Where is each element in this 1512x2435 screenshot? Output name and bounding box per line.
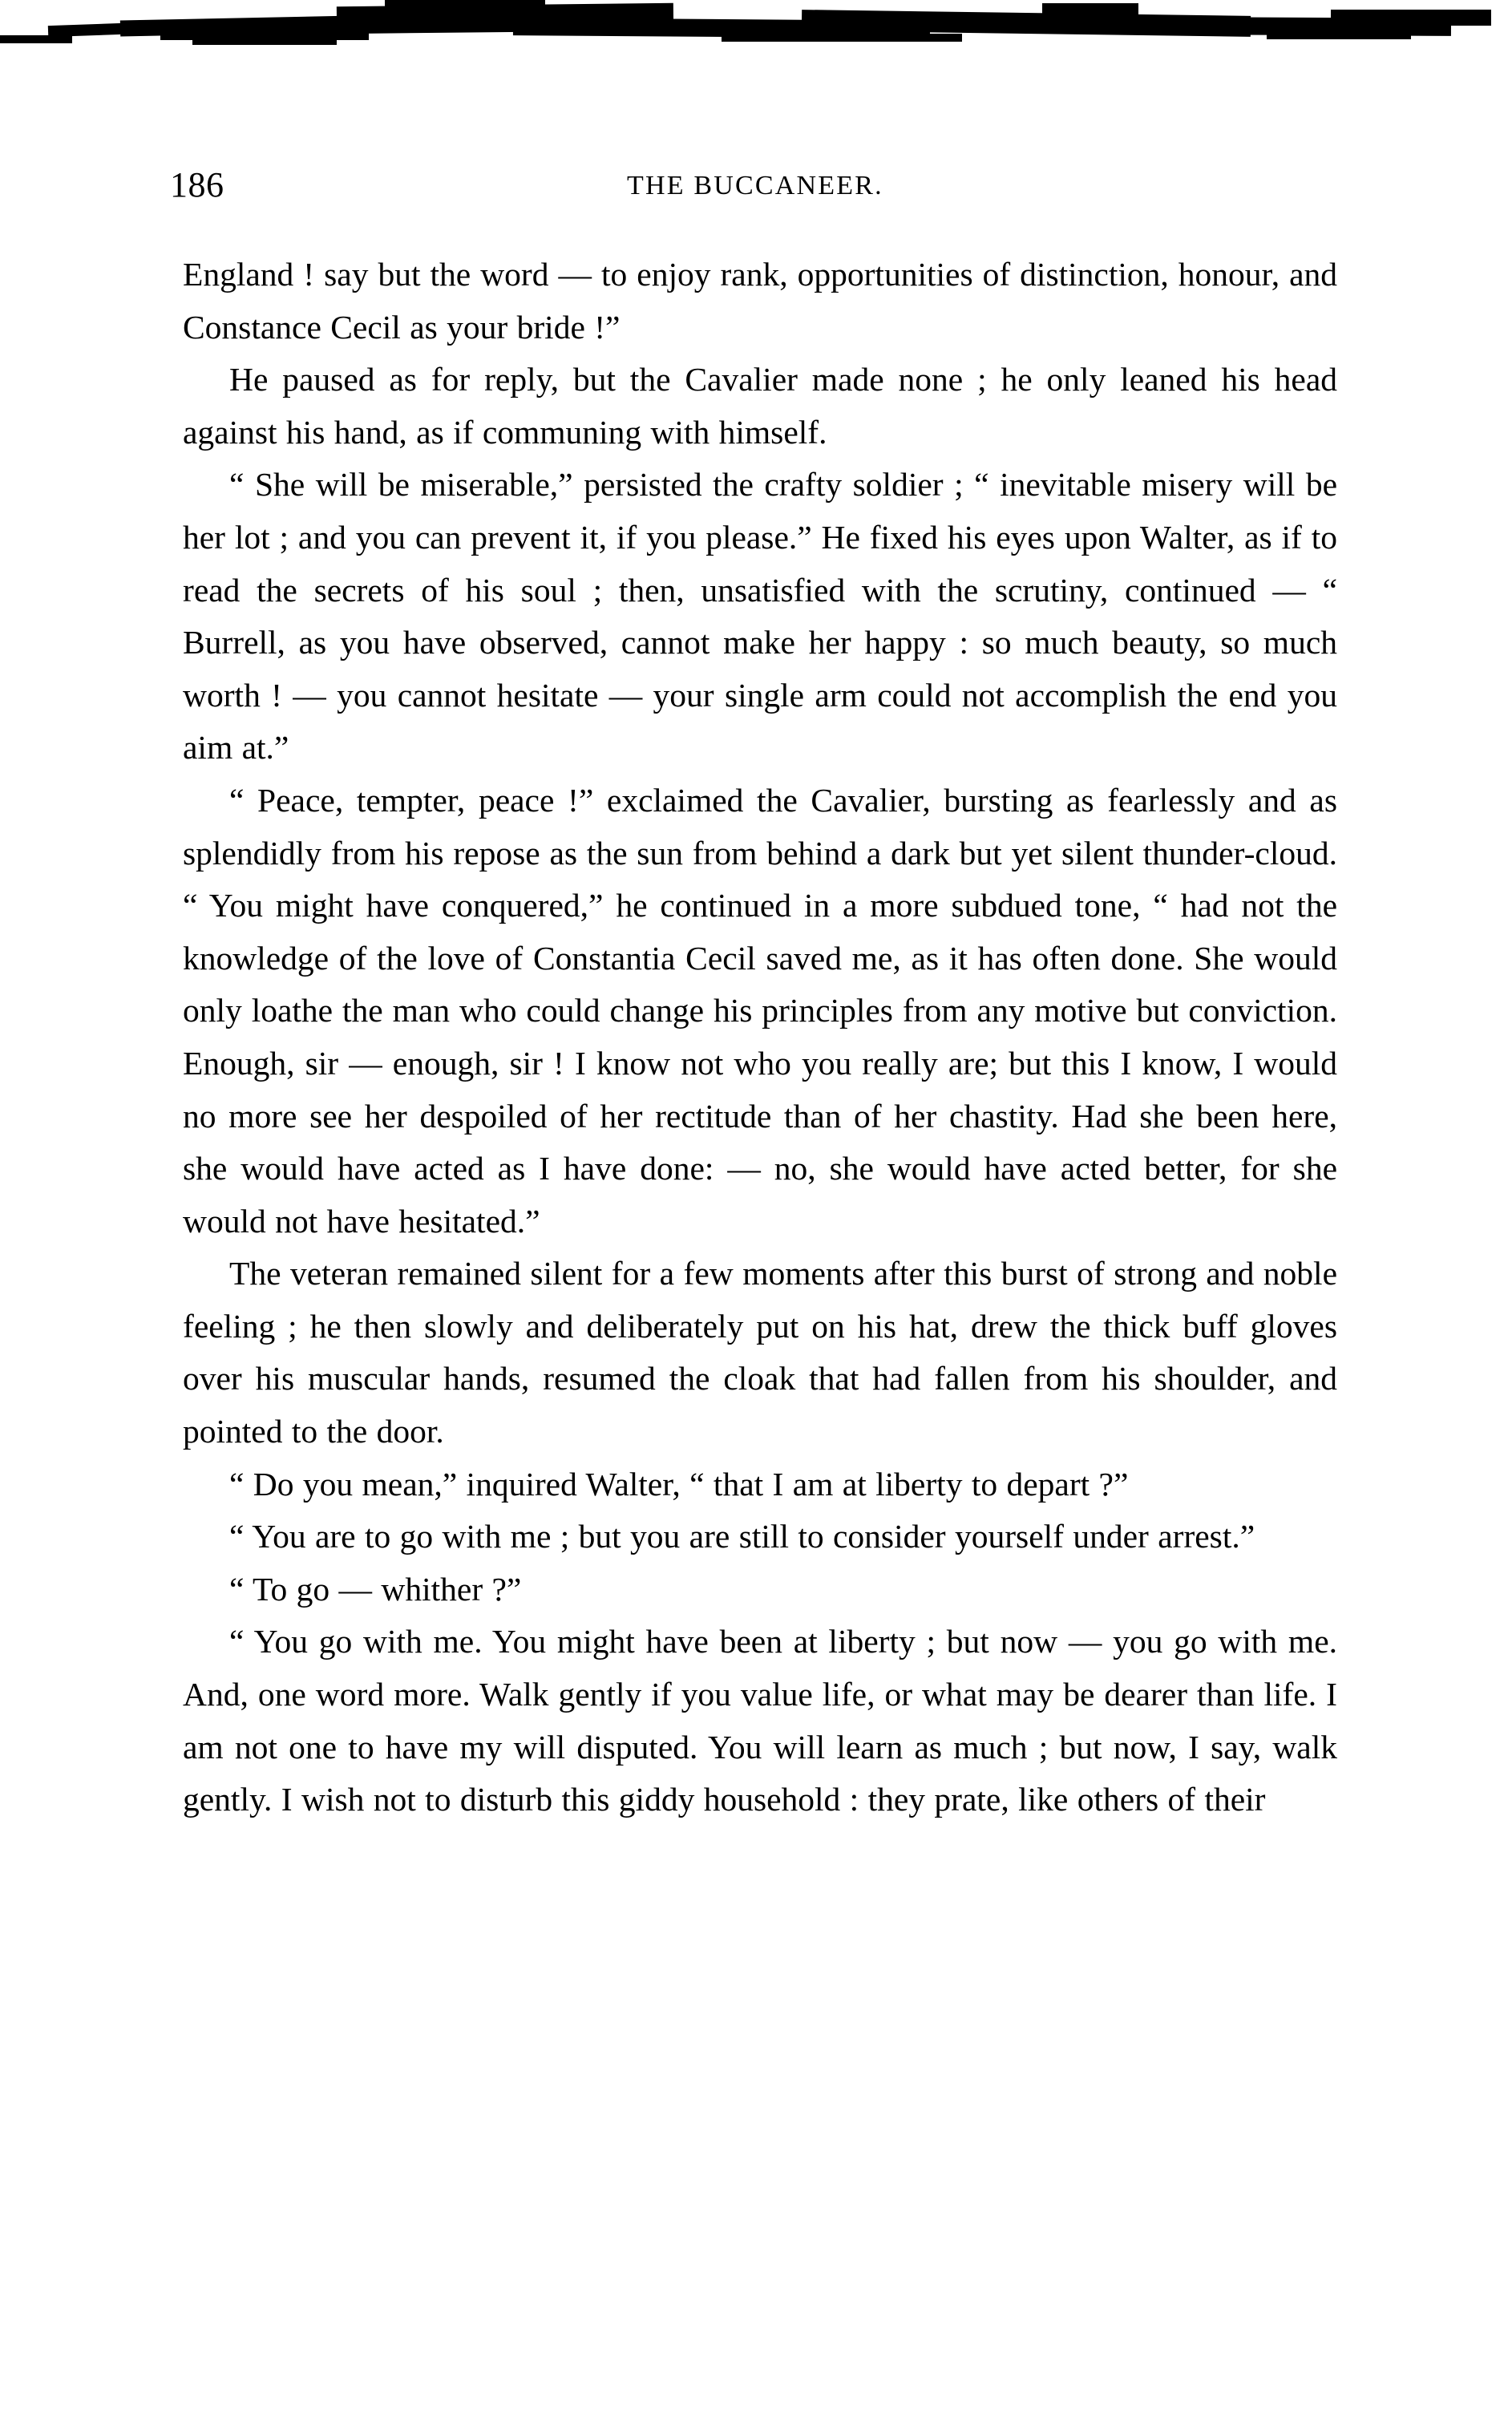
paragraph: “ To go — whither ?” <box>229 1570 522 1608</box>
page-number: 186 <box>170 165 224 204</box>
paragraph: “ You are to go with me ; but you are still to consider yourself under arrest.” <box>229 1518 1255 1555</box>
running-title: THE BUCCANEER. <box>627 171 883 200</box>
scan-edge-artifact <box>0 0 1512 77</box>
paragraph: “ Do you mean,” inquired Walter, “ that I am at liberty to depart ?” <box>229 1465 1129 1503</box>
paragraph: The veteran remained silent for a few moments after this burst of strong and noble feeling ; he then slowly and deliberately put on his hat, drew the thick buff gloves over his muscular hands, resumed the cloak that had fallen from his shoulder, and pointed to the door. <box>183 1255 1337 1450</box>
page-header <box>170 164 1340 209</box>
page-body <box>183 249 1337 1826</box>
paragraph: “ Peace, tempter, peace !” exclaimed the Cavalier, bursting as fearlessly and as splendidly from his repose as the sun from behind a dark but yet silent thunder-cloud. “ You might have conquered,” he continued in a more subdued tone, “ had not the knowledge of the love of Constantia Cecil saved me, as it has often done. She would only loathe the man who could change his principles from any motive but conviction. Enough, sir — enough, sir ! I know not who you really are; but this I know, I would no more see her despoiled of her rectitude than of her chastity. Had she been here, she would have acted as I have done: — no, she would have acted better, for she would not have hesitated.” <box>183 781 1337 1240</box>
paragraph: England ! say but the word — to enjoy rank, opportunities of distinction, honour, and Constance Cecil as your bride !” <box>183 256 1337 346</box>
paragraph: “ She will be miserable,” persisted the crafty soldier ; “ inevitable misery will be her lot ; and you can prevent it, if you please.” He fixed his eyes upon Walter, as if to read the secrets of his soul ; then, unsatisfied with the scrutiny, continued — “ Burrell, as you have observed, cannot make her happy : so much beauty, so much worth ! — you cannot hesitate — your single arm could not accomplish the end you aim at.” <box>183 466 1337 766</box>
paragraph: “ You go with me. You might have been at liberty ; but now — you go with me. And, one word more. Walk gently if you value life, or what may be dearer than life. I am not one to have my will disputed. You will learn as much ; but now, I say, walk gently. I wish not to disturb this giddy household : they prate, like others of their <box>183 1623 1337 1818</box>
paragraph: He paused as for reply, but the Cavalier made none ; he only leaned his head against his hand, as if communing with himself. <box>183 361 1337 451</box>
